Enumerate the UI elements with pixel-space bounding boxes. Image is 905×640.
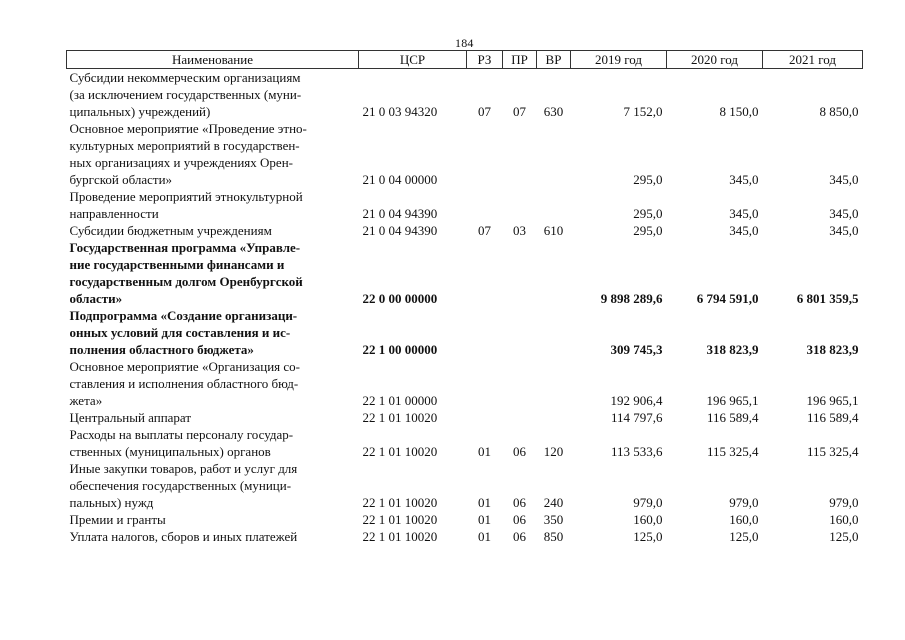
row-name <box>67 426 359 460</box>
header-name: Наименование <box>67 51 359 69</box>
row-value-2021: 8 850,0 <box>819 104 859 119</box>
row-pr <box>503 120 537 188</box>
row-csr: 22 1 01 10020 <box>362 410 438 425</box>
row-name-line: (за исключением государственных (муни- <box>69 87 302 102</box>
row-csr: 21 0 04 94390 <box>362 206 438 221</box>
row-name <box>67 358 359 409</box>
table-row <box>67 358 863 409</box>
row-name-line: Уплата налогов, сборов и иных платежей <box>69 529 298 544</box>
row-vr: 610 <box>543 223 564 238</box>
header-pr: ПР <box>503 51 537 69</box>
row-vr <box>537 358 571 409</box>
header-rz: РЗ <box>467 51 503 69</box>
table-row <box>67 239 863 307</box>
row-value-2019: 295,0 <box>633 172 663 187</box>
row-name-line: пальных) нужд <box>69 495 154 510</box>
row-pr: 06 <box>513 495 526 510</box>
row-name <box>67 307 359 358</box>
row-value-2021: 115 325,4 <box>806 444 859 459</box>
row-name-line: Подпрограмма «Создание организаци- <box>69 308 298 323</box>
row-name-line: бургской области» <box>69 172 173 187</box>
row-name-line: ных организациях и учреждениях Орен- <box>69 155 293 170</box>
row-vr: 350 <box>543 512 564 527</box>
row-name <box>67 239 359 307</box>
header-vr: ВР <box>537 51 571 69</box>
row-vr <box>537 307 571 358</box>
row-name-line: Субсидии некоммерческим организациям <box>69 70 301 85</box>
row-name-line: Основное мероприятие «Организация со- <box>69 359 300 374</box>
row-csr: 22 0 00 00000 <box>362 291 438 306</box>
row-name-line: Основное мероприятие «Проведение этно- <box>69 121 307 136</box>
row-rz <box>467 358 503 409</box>
row-name-line: Проведение мероприятий этнокультурной <box>69 189 303 204</box>
row-pr <box>503 239 537 307</box>
table-row <box>67 120 863 188</box>
row-rz: 07 <box>478 104 491 119</box>
row-value-2019: 309 745,3 <box>610 342 663 357</box>
row-vr <box>537 120 571 188</box>
row-csr: 21 0 03 94320 <box>362 104 438 119</box>
page-number: 184 <box>455 36 474 50</box>
row-pr: 06 <box>513 529 526 544</box>
table-row <box>67 307 863 358</box>
row-name-line: Центральный аппарат <box>69 410 192 425</box>
row-rz: 01 <box>478 444 491 459</box>
row-vr <box>537 239 571 307</box>
row-name <box>67 460 359 511</box>
row-value-2021: 196 965,1 <box>806 393 859 408</box>
row-pr: 06 <box>513 444 526 459</box>
row-name <box>67 511 359 528</box>
row-csr: 22 1 01 10020 <box>362 529 438 544</box>
row-name-line: жета» <box>69 393 103 408</box>
budget-table <box>66 50 863 545</box>
row-value-2019: 113 533,6 <box>610 444 663 459</box>
row-value-2021: 318 823,9 <box>806 342 859 357</box>
header-2020: 2020 год <box>667 51 763 69</box>
row-pr <box>503 358 537 409</box>
row-name-line: Государственная программа «Управле- <box>69 240 301 255</box>
row-name-line: ственных (муниципальных) органов <box>69 444 271 459</box>
row-value-2020: 125,0 <box>729 529 759 544</box>
row-vr: 850 <box>543 529 564 544</box>
row-value-2019: 295,0 <box>633 223 663 238</box>
row-pr <box>503 409 537 426</box>
row-value-2020: 345,0 <box>729 172 759 187</box>
row-name-line: Субсидии бюджетным учреждениям <box>69 223 272 238</box>
row-name-line: онных условий для составления и ис- <box>69 325 291 340</box>
row-name <box>67 69 359 121</box>
row-value-2019: 9 898 289,6 <box>600 291 663 306</box>
row-value-2019: 192 906,4 <box>610 393 663 408</box>
row-value-2021: 116 589,4 <box>806 410 859 425</box>
row-name-line: Иные закупки товаров, работ и услуг для <box>69 461 298 476</box>
row-value-2021: 345,0 <box>829 172 859 187</box>
row-pr <box>503 307 537 358</box>
row-name-line: культурных мероприятий в государствен- <box>69 138 300 153</box>
row-value-2020: 345,0 <box>729 223 759 238</box>
table-row <box>67 460 863 511</box>
header-2019: 2019 год <box>571 51 667 69</box>
row-name-line: государственным долгом Оренбургской <box>69 274 303 289</box>
row-csr: 22 1 01 10020 <box>362 512 438 527</box>
row-value-2019: 295,0 <box>633 206 663 221</box>
row-rz: 01 <box>478 512 491 527</box>
row-value-2019: 160,0 <box>633 512 663 527</box>
row-name-line: направленности <box>69 206 159 221</box>
table-row <box>67 188 863 222</box>
row-rz: 07 <box>478 223 491 238</box>
row-value-2019: 125,0 <box>633 529 663 544</box>
row-rz: 01 <box>478 495 491 510</box>
row-name <box>67 409 359 426</box>
header-row <box>67 51 863 69</box>
row-value-2021: 125,0 <box>829 529 859 544</box>
row-csr: 21 0 04 94390 <box>362 223 438 238</box>
table-row <box>67 69 863 121</box>
row-name <box>67 120 359 188</box>
row-name <box>67 528 359 545</box>
table-row <box>67 528 863 545</box>
row-pr <box>503 188 537 222</box>
row-csr: 21 0 04 00000 <box>362 172 438 187</box>
row-name-line: области» <box>69 291 123 306</box>
row-pr: 07 <box>513 104 526 119</box>
row-name-line: Расходы на выплаты персоналу государ- <box>69 427 294 442</box>
row-rz <box>467 188 503 222</box>
row-csr: 22 1 01 10020 <box>362 444 438 459</box>
row-value-2019: 114 797,6 <box>610 410 663 425</box>
row-name-line: полнения областного бюджета» <box>69 342 254 357</box>
row-value-2021: 160,0 <box>829 512 859 527</box>
row-value-2020: 8 150,0 <box>719 104 759 119</box>
row-pr: 06 <box>513 512 526 527</box>
row-pr: 03 <box>513 223 526 238</box>
header-csr: ЦСР <box>359 51 467 69</box>
row-name <box>67 222 359 239</box>
row-rz <box>467 307 503 358</box>
row-vr: 120 <box>543 444 564 459</box>
row-csr: 22 1 01 00000 <box>362 393 438 408</box>
row-name <box>67 188 359 222</box>
row-rz <box>467 120 503 188</box>
row-value-2021: 345,0 <box>829 223 859 238</box>
table-body <box>67 69 863 546</box>
row-value-2020: 196 965,1 <box>706 393 759 408</box>
row-value-2020: 6 794 591,0 <box>696 291 759 306</box>
row-value-2019: 7 152,0 <box>623 104 663 119</box>
row-vr <box>537 188 571 222</box>
row-name-line: ципальных) учреждений) <box>69 104 211 119</box>
row-name-line: ставления и исполнения областного бюд- <box>69 376 299 391</box>
row-value-2020: 116 589,4 <box>706 410 759 425</box>
row-vr: 630 <box>543 104 564 119</box>
row-value-2020: 160,0 <box>729 512 759 527</box>
table-row <box>67 222 863 239</box>
row-value-2020: 979,0 <box>729 495 759 510</box>
row-name-line: обеспечения государственных (муници- <box>69 478 292 493</box>
table-row <box>67 426 863 460</box>
row-value-2021: 6 801 359,5 <box>796 291 859 306</box>
row-value-2021: 979,0 <box>829 495 859 510</box>
row-value-2020: 318 823,9 <box>706 342 759 357</box>
row-rz <box>467 409 503 426</box>
row-rz: 01 <box>478 529 491 544</box>
row-csr: 22 1 00 00000 <box>362 342 438 357</box>
row-name-line: Премии и гранты <box>69 512 166 527</box>
row-name-line: ние государственными финансами и <box>69 257 285 272</box>
row-value-2021: 345,0 <box>829 206 859 221</box>
row-rz <box>467 239 503 307</box>
row-value-2020: 345,0 <box>729 206 759 221</box>
row-vr <box>537 409 571 426</box>
row-vr: 240 <box>543 495 564 510</box>
table-row <box>67 409 863 426</box>
row-value-2019: 979,0 <box>633 495 663 510</box>
row-csr: 22 1 01 10020 <box>362 495 438 510</box>
header-2021: 2021 год <box>763 51 863 69</box>
row-value-2020: 115 325,4 <box>706 444 759 459</box>
table-row <box>67 511 863 528</box>
